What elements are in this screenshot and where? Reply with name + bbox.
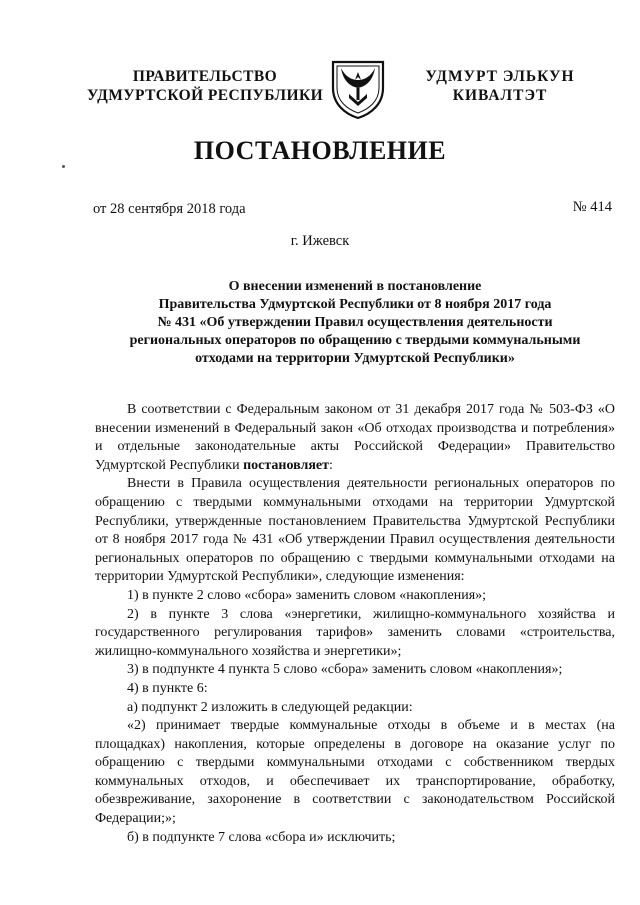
body-paragraph: 4) в пункте 6: bbox=[127, 680, 208, 696]
document-date: от 28 сентября 2018 года bbox=[93, 201, 246, 217]
body-paragraph: б) в подпункте 7 слова «сбора и» исключить; bbox=[127, 829, 396, 845]
subject-line: О внесении изменений в постановление bbox=[228, 279, 482, 294]
subject-line: региональных операторов по обращению с твердыми коммунальными bbox=[129, 333, 581, 348]
scan-artifact bbox=[62, 165, 65, 168]
document-body bbox=[95, 401, 615, 847]
header-left-line-2: УДМУРТСКОЙ РЕСПУБЛИКИ bbox=[86, 87, 324, 104]
udmurt-coat-of-arms-icon bbox=[329, 58, 387, 120]
body-paragraph: а) подпункт 2 изложить в следующей редакции: bbox=[127, 699, 413, 715]
header-right-line-2: КИВАЛТЭТ bbox=[452, 87, 548, 104]
body-paragraph: 1) в пункте 2 слово «сбора» заменить словом «накопления»; bbox=[127, 587, 487, 603]
header-left-line-1: ПРАВИТЕЛЬСТВО bbox=[132, 68, 278, 85]
body-paragraph: 3) в подпункте 4 пункта 5 слово «сбора» заменить словом «накопления»; bbox=[127, 662, 563, 678]
subject-line: Правительства Удмуртской Республики от 8 ноября 2017 года bbox=[158, 297, 552, 312]
decree-keyword: постановляет bbox=[243, 457, 330, 473]
subject-line: отходами на территории Удмуртской Республики» bbox=[195, 351, 515, 366]
body-paragraph-preamble bbox=[95, 401, 615, 475]
body-paragraph: «2) принимает твердые коммунальные отходы в объеме и в местах (на площадках) накопления, которые определены в договоре на оказание услуг по обращению с твердыми коммунальными отходами с собственником твердых коммунальных отходов, и обеспечивает их транспортирование, обработку, обезвреживание, захоронение в соответствии с законодательством Российской Федерации;»; bbox=[95, 718, 615, 827]
document-title: ПОСТАНОВЛЕНИЕ bbox=[193, 136, 447, 165]
body-paragraph: Внести в Правила осуществления деятельности региональных операторов по обращению с твердыми коммунальными отходами на территории Удмуртской Республики, утвержденные постановлением Правительства Удмуртской Республики от 8 ноября 2017 года № 431 «Об утверждении Правил осуществления деятельности региональных операторов по обращению с твердыми коммунальными отходами на территории Удмуртской Республики», следующие изменения: bbox=[95, 476, 615, 585]
header-right-authority bbox=[420, 67, 580, 105]
body-paragraph: 2) в пункте 3 слова «энергетики, жилищно-коммунального хозяйства и государственного регулирования тарифов» заменить словами «строительства, жилищно-коммунального хозяйства и энергетики»; bbox=[95, 606, 615, 659]
preamble-text: В соответствии с Федеральным законом от 31 декабря 2017 года № 503-ФЗ «О внесении изменений в Федеральный закон «Об отходах производства и потребления» и отдельные законодательные акты Российской Федерации» Правительство Удмуртской Республики bbox=[95, 402, 615, 473]
document-subject bbox=[95, 278, 615, 368]
header-left-authority bbox=[85, 67, 325, 105]
preamble-end: : bbox=[329, 457, 333, 473]
document-city: г. Ижевск bbox=[290, 233, 350, 249]
document-number: № 414 bbox=[572, 199, 612, 215]
header-right-line-1: УДМУРТ ЭЛЬКУН bbox=[425, 68, 575, 85]
subject-line: № 431 «Об утверждении Правил осуществления деятельности bbox=[157, 315, 553, 330]
